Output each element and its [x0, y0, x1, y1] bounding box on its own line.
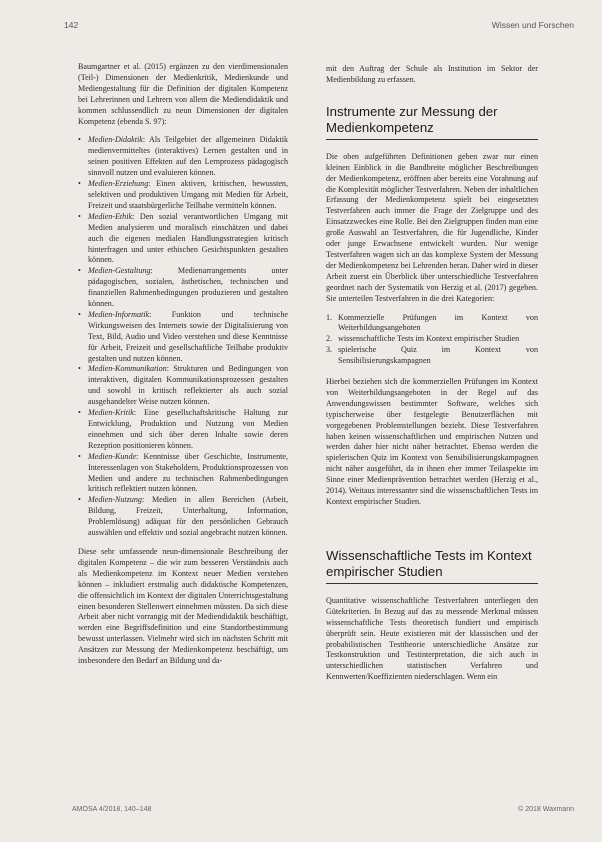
definition: : Funktion und technische Wirkungsweisen des Internets sowie der Digitalisierung von Text, Bild, Audio und Video verstehen und diese Kenntnisse für Arbeit, Freizeit und gesellschaftliche Teilhabe produktiv gestalten und nutzen können.: [88, 309, 288, 363]
item-text: Kommerzielle Prüfungen im Kontext von Weiterbildungsangeboten: [338, 312, 538, 333]
definition: : Als Teilgebiet der allgemeinen Didaktik medienvermitteltes (interaktives) Lernen gestalten und in seinen positiven Effekten auf den Lernprozess pädagogisch sinnvoll nutzen und evaluieren können.: [88, 135, 288, 178]
body-paragraph: Quantitative wissenschaftliche Testverfahren unterliegen den Gütekriterien. In Bezug auf das zu messende Merkmal müssen wissenschaftliche Tests theoretisch fundiert und empirisch überprüft sein. Heute existieren mit der klassischen und der probabilistischen Testtheorie unterschiedliche Ansätze zur Testkonstruktion und Testinterpretation, die sich auch in unterschiedlichen statistischen Verfahren und Kennwerten/Koeffizienten niederschlagen. Wenn ein: [326, 595, 538, 682]
list-item: [326, 313, 538, 335]
list-item: [326, 345, 538, 367]
footer-citation: AMOSA 4/2018, 140–148: [72, 806, 152, 813]
footer-copyright: © 2018 Waxmann: [518, 806, 574, 813]
list-item: [78, 452, 288, 496]
closing-paragraph: Diese sehr umfassende neun-dimensionale Beschreibung der digitalen Kompetenz – die wir zum besseren Verständnis auch als Medienkompetenz im Kontext neuer Medien verstehen können – inkludiert erstmalig auch didaktische Kompetenzen, die offensichtlich im Kontext der digitalen Unterrichtsgestaltung einen besonderen Stellenwert einnehmen müssten. Da sich diese Arbeit aber nicht vorrangig mit der Mediendidaktik beschäftigt, werden eine Begriffsdefinition und eine Standortbestimmung bewusst unterlassen. Vielmehr wird sich im nächsten Schritt mit Ansätzen zur Messung der Medienkompetenz beschäftigt, um insbesondere den Bedarf an Bildung und da-: [78, 546, 288, 666]
term: Medien-Gestaltung: [88, 266, 151, 276]
list-item: [78, 179, 288, 212]
term: Medien-Ethik: [88, 211, 133, 221]
term: Medien-Kunde: [88, 451, 137, 461]
list-item: [78, 408, 288, 452]
definition: : Kenntnisse über Geschichte, Instrumente, Interessenlagen von Stakeholdern, Produktionsprozessen von Medien und andere zu technischen Rahmenbedingungen kritisch reflektiert nutzen können.: [88, 451, 288, 494]
page-number: 142: [64, 20, 79, 30]
list-item: [78, 266, 288, 310]
term: Medien-Informatik: [88, 309, 150, 319]
continuation-paragraph: mit den Auftrag der Schule als Institution im Sektor der Medienbildung zu erfassen.: [326, 64, 538, 84]
competence-dimensions-list: [78, 135, 288, 539]
test-category-list: [326, 313, 538, 368]
running-title: Wissen und Forschen: [491, 20, 574, 30]
body-paragraph: Die oben aufgeführten Definitionen geben zwar nur einen kleinen Einblick in die Bandbreite möglicher Beschreibungen der Medienkompetenz, eröffnen aber bereits eine Vorahnung auf die Komplexität möglicher Testverfahren. Neben der inhaltlichen Erfassung der Medienkompetenz spielt bei eingesetzten Testverfahren auch immer die Frage der Zielgruppe und des Einsatzzweckes eine Rolle. Bei den Zielgruppen finden man eine große Auswahl an Testverfahren, die für Jugendliche, Kinder oder junge Erwachsene entwickelt wurden. Nur wenige Testverfahren wagen sich an das komplexe System der Messung der Medienkompetenz bei Lehrenden heran. Daher wird in dieser Arbeit zuerst ein Überblick über unterschiedliche Testverfahren geordnet nach der Systematik von Herzig et al. (2017) gegeben. Sie unterteilen Testverfahren in die drei Kategorien:: [326, 151, 538, 303]
item-text: spielerische Quiz im Kontext von Sensibilisierungskampagnen: [338, 345, 538, 366]
list-item: [78, 495, 288, 539]
term: Medien-Nutzung: [88, 495, 142, 505]
list-item: [78, 364, 288, 408]
definition: : Eine gesellschaftskritische Haltung zur Entwicklung, Produktion und Nutzung von Medien einnehmen und sich über deren Inhalte sowie deren Rezeption positionieren können.: [88, 408, 288, 450]
page-header: [64, 20, 574, 34]
definition: : Den sozial verantwortlichen Umgang mit Medien analysieren und moralisch einschätzen und dabei auch die eigenen medialen Handlungsstrategien kritisch hinterfragen und unter ethischen Gesichtspunkten gestalten können.: [88, 211, 288, 265]
item-number: 3.: [326, 345, 333, 355]
item-number: 2.: [326, 334, 333, 344]
section-heading-scientific-tests: Wissenschaftliche Tests im Kontext empirischer Studien: [326, 548, 538, 584]
list-item: [326, 334, 538, 345]
definition: : Einen aktiven, kritischen, bewussten, selektiven und produktiven Umgang mit Medien für Arbeit, Freizeit und staatsbürgerliche Teilhabe vermitteln können.: [88, 179, 288, 210]
definition: : Medien in allen Bereichen (Arbeit, Bildung, Freizeit, Unterhaltung, Information, Problemlösung) adäquat für den persönlichen Gebrauch auswählen und effektiv und sozial angebracht nutzen können.: [88, 495, 288, 538]
definition: : Medienarrangements unter pädagogischen, sozialen, ästhetischen, technischen und finanziellen Rahmenbedingungen produzieren und gestalten können.: [88, 266, 288, 309]
term: Medien-Kommunikation: [88, 364, 167, 374]
section-heading-measurement: Instrumente zur Messung der Medienkompetenz: [326, 104, 538, 140]
definition: : Strukturen und Bedingungen von interaktiven, digitalen Kommunikationsprozessen gestalten und sowohl in kritisch reflektierter als auch sozial ausgehandelter Weise nutzen können.: [88, 364, 288, 407]
body-paragraph: Hierbei beziehen sich die kommerziellen Prüfungen im Kontext von Weiterbildungsangeboten in der Regel auf das Anwendungswissen bestimmter Software, welches sich typischerweise über festgelegte Benutzerflächen mit vorgegebenen Problemstellungen bezieht. Diese Testverfahren haben keinen wissenschaftlichen und empirischen Nutzen und werden daher hier nicht näher betrachtet. Ebenso werden die spielerischen Quiz im Kontext von Sensibilisierungskampagnen nicht näher ausgeführt, da in ihnen eher immer Teilaspekte im Sinne einer Medienprävention betrachtet werden (Herzig et al., 2014). Weitaus interessanter sind die wissenschaftlichen Tests im Kontext empirischer Studien.: [326, 377, 538, 506]
list-item: [78, 135, 288, 179]
item-number: 1.: [326, 312, 333, 322]
term: Medien-Erziehung: [88, 179, 149, 189]
right-column: [326, 64, 538, 691]
item-text: wissenschaftliche Tests im Kontext empirischer Studien: [338, 334, 520, 344]
list-item: [78, 310, 288, 365]
term: Medien-Didaktik: [88, 135, 143, 145]
left-column: [78, 62, 288, 675]
list-item: [78, 212, 288, 267]
intro-paragraph: Baumgartner et al. (2015) ergänzen zu den vierdimensionalen (Teil-) Dimensionen der Medienkritik, Medienkunde und Mediengestaltung für die Definition der digitalen Kompetenz bei Lehrerinnen und Lehrern von allem die Mediendidaktik und kommen schlussendlich zu neun Dimensionen der digitalen Kompetenz (ebenda S. 97):: [78, 62, 288, 126]
term: Medien-Kritik: [88, 408, 134, 418]
